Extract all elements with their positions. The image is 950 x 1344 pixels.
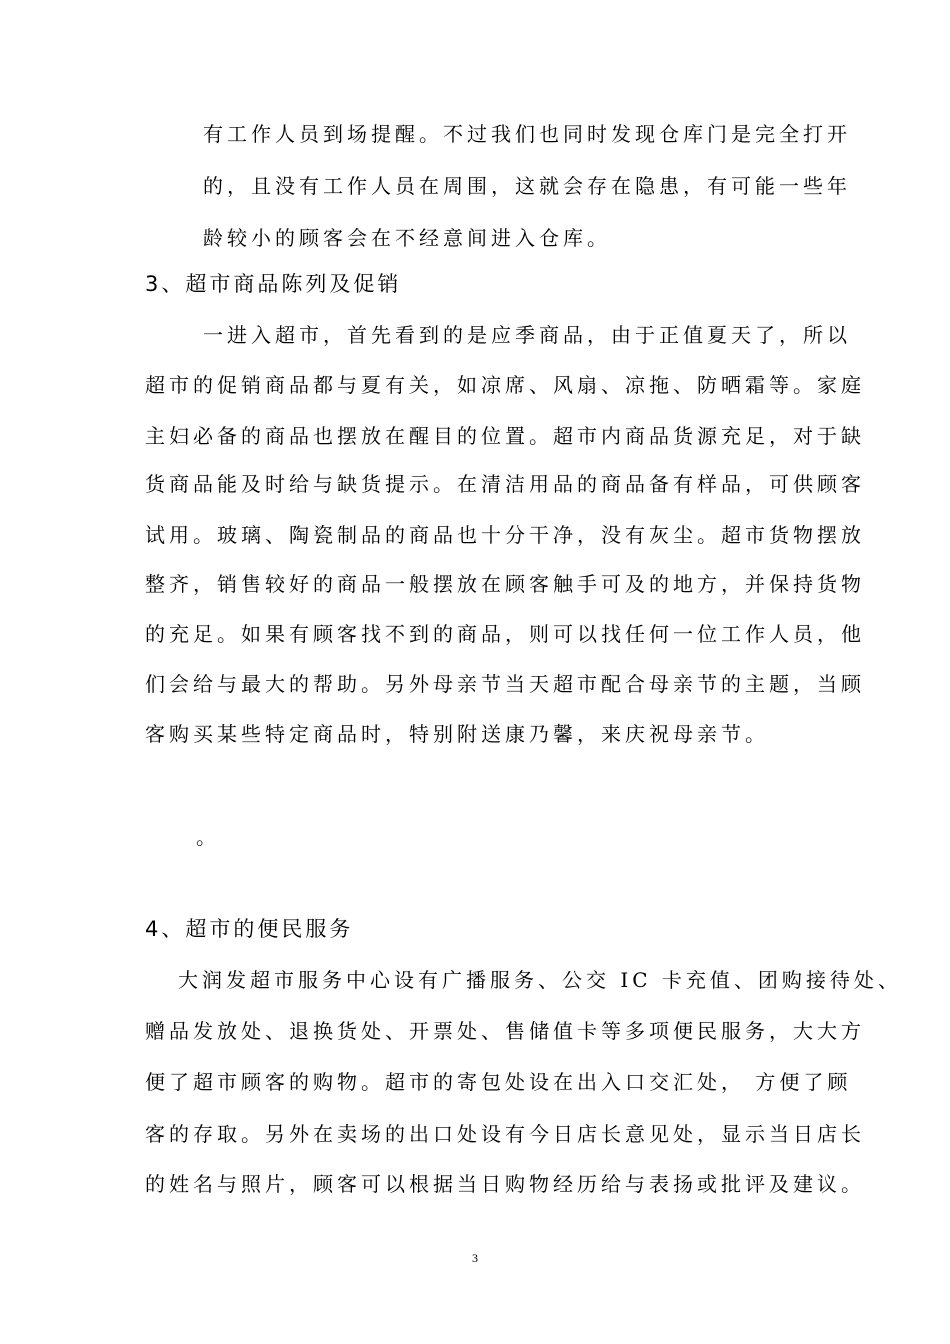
section-4-heading: 4、超市的便民服务 [145,917,354,941]
section-4-line-2: 赠品发放处、退换货处、开票处、售储值卡等多项便民服务，大大方 [145,1019,865,1043]
intro-line-2: 的，且没有工作人员在周围，这就会存在隐患，有可能一些年 [203,174,851,198]
section-4-line-4: 客的存取。另外在卖场的出口处设有今日店长意见处，显示当日店长 [145,1122,865,1146]
section-3-line-8: 们会给与最大的帮助。另外母亲节当天超市配合母亲节的主题，当顾 [145,672,865,696]
section-3-line-2: 超市的促销商品都与夏有关，如凉席、风扇、凉拖、防晒霜等。家庭 [145,373,865,397]
section-3-line-6: 整齐，销售较好的商品一般摆放在顾客触手可及的地方，并保持货物 [145,572,865,596]
section-3-line-3: 主妇必备的商品也摆放在醒目的位置。超市内商品货源充足，对于缺 [145,424,865,448]
stray-punctuation: 。 [196,825,220,849]
page-number: 3 [472,1251,478,1265]
section-4-line-3: 便了超市顾客的购物。超市的寄包处设在出入口交汇处， 方便了顾 [145,1070,852,1094]
section-3-line-1: 一进入超市，首先看到的是应季商品，由于正值夏天了，所以 [203,323,851,347]
section-3-line-4: 货商品能及时给与缺货提示。在清洁用品的商品备有样品，可供顾客 [145,472,865,496]
section-3-line-7: 的充足。如果有顾客找不到的商品，则可以找任何一位工作人员，他 [145,622,865,646]
section-3-line-5: 试用。玻璃、陶瓷制品的商品也十分干净，没有灰尘。超市货物摆放 [145,523,865,547]
intro-line-1: 有工作人员到场提醒。不过我们也同时发现仓库门是完全打开 [203,122,851,146]
section-4-line-5: 的姓名与照片，顾客可以根据当日购物经历给与表扬或批评及建议。 [145,1172,865,1196]
section-3-heading: 3、超市商品陈列及促销 [145,272,402,296]
intro-line-3: 龄较小的顾客会在不经意间进入仓库。 [203,226,611,250]
section-4-line-1: 大润发超市服务中心设有广播服务、公交 IC 卡充值、团购接待处、 [178,968,902,992]
section-3-line-9: 客购买某些特定商品时，特别附送康乃馨，来庆祝母亲节。 [145,722,769,746]
